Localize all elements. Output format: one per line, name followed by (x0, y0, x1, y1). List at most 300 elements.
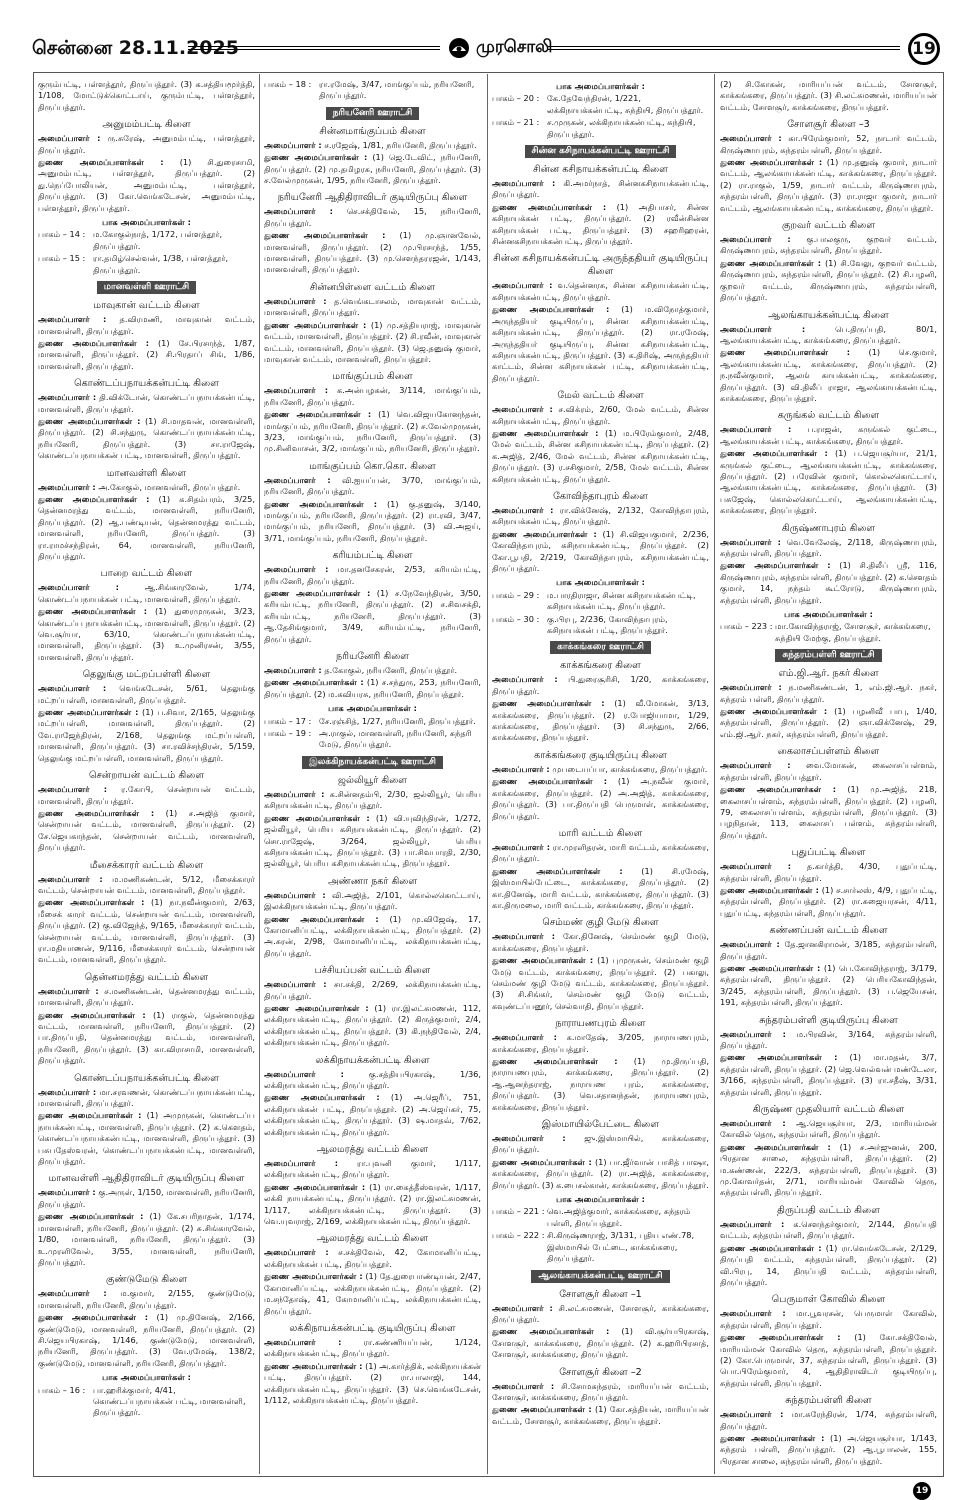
member-details: (1) மு.அஜித், 218, கைலாசப்பள்ளம், சுந்தரம்பள்ளி, திருப்பத்தூர். (2) பழனி, 79, கைலாசப்பள்ளம், சுந்தரம்பள்ளி, திருப்பத்தூர். (3) பழநிதான், 113, கைலாசப் பள்ளம், சுந்தரம்பள்ளி, திருப்பத்தூர். (720, 784, 937, 840)
member-entry (264, 890, 481, 913)
member-details: (1) செ.குமார், ஆலங்காயக்கன்பட்டி, காக்கங்கரை, திருப்பத்தூர். (2) ந.நவீன்குமார், ஆலங் காயக்கன்பட்டி, காக்கங்கரை, திருப்பத்தூர். (3) வி.திலீப் ராஜா, ஆலங்காயக்கன்பட்டி, காக்கங்கரை, திருப்பத்தூர். (720, 347, 937, 403)
member-details: (1) மு.சத்தியராஜ், மாவுகான் வட்டம், மானவள்ளி, திருப்பத்தூர். (2) சி.ரவீன், மாவுகான் வட்டம், மானவள்ளி, திருப்பத்தூர். (3) ஜெ.தனுஷ் குமார், மாவுகான் வட்டம், மானவள்ளி, திருப்பத்தூர். (264, 319, 481, 364)
column-divider (259, 74, 260, 1474)
branch-heading: கிருஷ்ண முதலியார் வட்டம் கிளை (752, 1104, 905, 1116)
paper-name: முரசொலி (476, 37, 553, 57)
role-label: அமைப்பாளர் : (264, 979, 327, 990)
role-label: அமைப்பாளர் : (264, 889, 326, 900)
member-entry (720, 347, 937, 404)
member-entry (38, 1010, 255, 1067)
role-label: துணை அமைப்பாளர்கள் : (492, 865, 623, 876)
member-entry (492, 1056, 709, 1113)
member-details: (1) மு.திருப்பதி, நாராயணபுரம், காக்கங்கரை, திருப்பத்தூர். (2) ஆ.ஆனந்தராஜ், நாராயண புரம், காக்கங்கரை, திருப்பத்தூர். (3) வெ.சதானந்தன், நாராயணபுரம், காக்கங்கரை, திருப்பத்தூர். (492, 1056, 709, 1112)
member-details: (1) ப.சிவா, 2/165, தெலுங்கு மட்றப்பள்ளி, மானவள்ளி, திருப்பத்தூர். (2) வே.ராஜேந்திரன், 2/168, தெலுங்கு மட்றப்பள்ளி, மானவள்ளி, திருப்பத்தூர். (3) சா.ரவிச்சந்திரன், 5/159, தெலுங்கு மட்றப்பள்ளி, மானவள்ளி, திருப்பத்தூர். (38, 707, 255, 763)
branch-heading: அனுமம்பட்டி கிளை (102, 119, 191, 131)
member-details: மா.தனசேகரன், 2/53, கரியம்பட்டி, நரியனேரி, திருப்பத்தூர். (264, 564, 481, 586)
booth-details: ம.பாரதிராஜா, சின்ன கசிநாயக்கன்பட்டி, கசிநாயக்கன்பட்டி, திருப்பத்தூர். (547, 589, 696, 612)
booth-details: அ.ராகுல், மானவள்ளி, நரியனேரி, சுந்தரி மேடு, திருப்பத்தூர். (319, 728, 472, 750)
role-label: அமைப்பாளர் : (38, 985, 99, 996)
role-label: அமைப்பாளர் : (264, 474, 331, 485)
member-entry (720, 258, 937, 304)
role-label: அமைப்பாளர் : (264, 139, 322, 150)
role-label: அமைப்பாளர் : (492, 763, 550, 774)
booth-label: பாகம் – 14 : (38, 229, 86, 240)
member-entry (720, 424, 937, 447)
member-entry (720, 1219, 937, 1242)
member-entry (38, 606, 255, 663)
role-label: துணை அமைப்பாளர்கள் : (720, 1052, 838, 1063)
branch-heading: கைலாசப்பள்ளம் கிளை (777, 746, 880, 758)
footer-page-number: 19 (913, 1482, 931, 1500)
role-label: துணை அமைப்பாளர்கள் : (38, 1312, 149, 1323)
role-label: துணை அமைப்பாளர்கள் : (720, 962, 821, 973)
role-label: அமைப்பாளர் : (38, 133, 101, 144)
column-4 (720, 78, 937, 1473)
panchayat-title: காக்கங்கரை ஊராட்சி (550, 641, 651, 654)
booth-organizers-heading: பாக அமைப்பாளர்கள் : (784, 609, 873, 620)
member-entry (492, 1326, 709, 1360)
member-details: (1) அ.கார்த்திக், லக்கிநாயக்கன் பட்டி, திருப்பத்தூர். (2) ரா.பாலாஜி, 144, லக்கிநாயக்கன்பட்டி, திருப்பத்தூர். (3) செ.வெங்கடேசன், 1/112, லக்கிநாயக்கன்பட்டி, திருப்பத்தூர். (264, 1360, 481, 1405)
member-entry (38, 1087, 255, 1110)
booth-entry (720, 621, 937, 644)
booth-entry (492, 93, 709, 116)
column-1 (38, 78, 255, 1473)
member-entry (720, 1409, 937, 1432)
booth-label: பாகம் – 15 : (38, 253, 86, 264)
member-details: வை.மோகன், கைலாசப்பள்ளம், சுந்தரம்பள்ளி, திருப்பத்தூர். (720, 760, 937, 782)
member-details: (1) புமுருகன், செம்மண் குழி மேடு வட்டம், காக்கங்கரை, திருப்பத்தூர். (2) பகாலு, செம்மண் குழி மேடு வட்டம், காக்கங்கரை, திருப்பத்தூர். (3) சி.சிங்கர், செம்மண் குழி மேடு வட்டம், கவுண்டப்பனூர், செல்வாதி, திருப்பத்தூர். (492, 955, 709, 1011)
column-divider (487, 74, 488, 1474)
booth-label: பாகம் – 222 : (492, 1230, 545, 1241)
member-entry (264, 1092, 481, 1138)
role-label: துணை அமைப்பாளர்கள் : (38, 415, 141, 426)
role-label: துணை அமைப்பாளர்கள் : (720, 448, 828, 459)
branch-heading: கொண்டப்பநாயக்கன்பட்டி கிளை (74, 378, 219, 390)
member-details: ச.சக்திவேல், 42, கோமானிப்பட்டி, லக்கிநாயக்கன் பட்டி, திருப்பத்தூர். (264, 1247, 481, 1269)
member-details: ரா.புவனி குமார், 1/117, லக்கிநாயக்கன்பட்டி, திருப்பத்தூர். (264, 1158, 481, 1180)
role-label: துணை அமைப்பாளர்கள் : (720, 157, 823, 168)
member-entry (38, 986, 255, 1009)
role-label: துணை அமைப்பாளர்கள் : (492, 955, 594, 966)
member-details: (1) மு.ஞானவேல், மானவள்ளி, திருப்பத்தூர். (2) மு.பிரசாந்த், 1/55, மானவள்ளி, திருப்பத்தூர். (3) மு.சௌந்தரரஜன், 1/143, மானவள்ளி, திருப்பத்தூர். (264, 230, 481, 275)
member-details: (1) ஜெ.டேவிட், நரியனேரி, திருப்பத்தூர். (2) மு.தமிழரசு, நரியனேரி, திருப்பத்தூர். (3) ச.வேல்முருகன், 1/95, நரியனேரி, திருப்பத்தூர். (264, 152, 481, 186)
booth-organizers-heading: பாக அமைப்பாளர்கள் : (556, 1194, 645, 1205)
branch-heading: கொண்டப்பநாயக்கன்பட்டி கிளை (74, 1072, 219, 1084)
role-label: துணை அமைப்பாளர்கள் : (264, 588, 371, 598)
role-label: அமைப்பாளர் : (492, 1380, 555, 1391)
branch-heading: தெலுங்கு மட்றப்பள்ளி கிளை (82, 669, 211, 681)
panchayat-band (264, 756, 481, 769)
member-entry (38, 1288, 255, 1311)
member-details: கு.பாலகுரு, குறவர் வட்டம், கிருஷ்ணாபுரம், சுந்தரம்பள்ளி, திருப்பத்தூர். (720, 234, 937, 256)
member-entry (38, 1110, 255, 1167)
booth-label: பாகம் – 20 : (492, 93, 540, 104)
branch-heading: சுந்தரம்பள்ளி கிளை (785, 1395, 872, 1407)
panchayat-band (264, 107, 481, 120)
panchayat-title: ஆலங்காயக்கன்பட்டி ஊராட்சி (531, 1270, 669, 1283)
member-entry (264, 813, 481, 870)
booth-label: பாகம் – 29 : (492, 589, 540, 600)
role-label: துணை அமைப்பாளர்கள் : (264, 677, 364, 688)
member-details: ஜு.இஸ்மாயில், காக்கங்கரை, திருப்பத்தூர். (492, 1133, 709, 1155)
role-label: அமைப்பாளர் : (492, 931, 556, 942)
member-details: மா.சுரேந்திரன், 1/74, சுந்தரம்பள்ளி, திருப்பத்தூர். (720, 1409, 937, 1431)
member-details: வ.தென்னரசு, சின்ன கசிநாயக்கன்பட்டி, கசிநாயக்கன்பட்டி, திருப்பத்தூர். (492, 280, 709, 302)
member-details: (1) பெ.கோவிந்தராஜ், 3/179, சுந்தரம்பள்ளி, திருப்பத்தூர். (2) பெரியகோவிந்தன், 3/245, சுந்தரம்பள்ளி, திருப்பத்தூர். (3) ப.ஜெயேசன், 191, சுந்தரம்பள்ளி, திருப்பத்தூர். (720, 962, 937, 1008)
member-entry (720, 1118, 937, 1141)
branch-heading: கரியம்பட்டி கிளை (332, 550, 413, 562)
column-2 (264, 78, 481, 1473)
branch-heading: நாராயணபுரம் கிளை (555, 1018, 646, 1030)
branch-heading: காக்கங்கரை கிளை (560, 660, 641, 672)
booth-label: பாகம் – 223 : (720, 621, 773, 632)
member-details: தி.விக்டோன், கொண்டப்பநாயக்கன்பட்டி, மானவள்ளி, திருப்பத்தூர். (38, 392, 255, 414)
member-details: மா.பூவரசன், பெருமாள் கோவில், சுந்தரம்பள்ளி, திருப்பத்தூர். (720, 1308, 937, 1330)
member-entry (264, 677, 481, 700)
member-entry (492, 1032, 709, 1055)
booth-entry (492, 1206, 709, 1229)
member-details: (1) ச.சந்துரு, 253, நரியனேரி, திருப்பத்தூர். (2) ம.கவியரசு, நரியனேரி, திருப்பத்தூர். (264, 677, 481, 699)
member-details: (1) ரா.கைத்தீஸ்வரன், 1/117, லக்கி நாயக்கன்பட்டி, திருப்பத்தூர். (2) ரா.இலட்சுமணன், 1/117, லக்கிநாயக்கன்பட்டி, திருப்பத்தூர். (3) வெ.யுவராஜ், 2/169, லக்கிநாயக்கன்பட்டி, திருப்பத்தூர். (264, 1181, 481, 1227)
role-label: துணை அமைப்பாளர்கள் : (492, 776, 608, 787)
role-label: துணை அமைப்பாளர்கள் : (38, 897, 145, 908)
member-entry (720, 448, 937, 516)
member-details: (1) சி.விஜயகுமார், 2/236, கோவிந்தாபுரம், கசிநாயக்கன்பட்டி, திருப்பத்தூர். (2) கோ.பூபதி, 2/219, கோவிந்தாபுரம், கசிநாயக்கன்பட்டி, திருப்பத்தூர். (492, 528, 709, 573)
member-details: (1) சி.ரமேஷ், இஸ்மாயில்பேட்டை, காக்கங்கரை, திருப்பத்தூர். (2) கா.தினேஷ், மாரி வட்டம், காக்கங்கரை, திருப்பத்தூர். (3) கா.திருமலை, மாரி வட்டம், காக்கங்கரை, திருப்பத்தூர். (492, 865, 709, 910)
member-details: (1) கோ.சத்தியன், மாரியப்பன் வட்டம், சோளசூர், காக்கங்கரை, திருப்பத்தூர். (492, 1404, 709, 1426)
member-entry (264, 1337, 481, 1360)
role-label: அமைப்பாளர் : (720, 1118, 786, 1129)
role-label: துணை அமைப்பாளர்கள் : (264, 152, 368, 163)
member-details: (1) சி.துரைசாமி, அனுமம்பட்டி, பள்ளத்தூர், திருப்பத்தூர். (2) து.நெப்போலியன், அனுமம்பட்டி, பள்ளத்தூர், திருப்பத்தூர். (3) கோ.வெங்கடேசன், அனுமம்பட்டி, பள்ளத்தூர், திருப்பத்தூர். (38, 157, 255, 213)
member-details: கா.பிரேம்குமார், 52, நாடார் வட்டம், கிருஷ்ணாபுரம், சுந்தரம்பள்ளி, திருப்பத்தூர். (720, 133, 937, 155)
member-details: தே.ஜானகிராமன், 3/185, சுந்தரம்பள்ளி, திருப்பத்தூர். (720, 939, 937, 961)
column-divider (714, 74, 715, 1474)
member-details: (1) கு.தனுஷ், 3/140, மாங்குப்பம், நரியனேரி, திருப்பத்தூர். (2) ரா.ரவி, 3/47, மாங்குப்பம், நரியனேரி, திருப்பத்தூர். (3) வி.அஜய், 3/71, மாங்குப்பம், நரியனேரி, திருப்பத்தூர். (264, 498, 481, 543)
branch-heading: புதுப்பட்டி கிளை (791, 847, 866, 859)
member-details: (1) ச.சார்லஸ், 4/9, புதுப்பட்டி, சுந்தரம்பள்ளி, திருப்பத்தூர். (2) ரா.சுஜையரசன், 4/11, புதுப்பட்டி, சுந்தரம்பள்ளி, திருப்பத்தூர். (720, 884, 937, 918)
member-entry (492, 1303, 709, 1326)
role-label: துணை அமைப்பாளர்கள் : (492, 1326, 610, 1337)
member-details: கு.சத்தியபிரகாஷ், 1/36, லக்கிநாயக்கன்பட்டி, திருப்பத்தூர். (264, 1068, 481, 1090)
role-label: அமைப்பாளர் : (264, 295, 327, 306)
role-label: அமைப்பாளர் : (38, 481, 96, 492)
member-details: ச.விக்ரம், 2/60, மேல் வட்டம், சின்ன கசிநாயக்கன்பட்டி, திருப்பத்தூர். (492, 404, 709, 426)
member-details: த.கோகுல், நரியனேரி, திருப்பத்தூர். (324, 665, 458, 676)
role-label: அமைப்பாளர் : (720, 536, 781, 547)
member-entry (492, 428, 709, 485)
role-label: அமைப்பாளர் : (492, 504, 554, 515)
masthead (0, 0, 972, 64)
branch-heading: மானவள்ளி கிளை (106, 467, 187, 479)
member-entry (38, 482, 255, 493)
role-label: துணை அமைப்பாளர்கள் : (264, 1271, 363, 1282)
booth-details: ரா.ரமேஷ், 3/47, மாங்குப்பம், நரியனேரி, திருப்பத்தூர். (319, 79, 475, 101)
member-details: (1) சே.பிரசாந்த், 1/87, மானவள்ளி, திருப்பத்தூர். (2) சி.பிரதாப் சிங், 1/86, மானவள்ளி, திருப்பத்தூர். (38, 337, 255, 371)
panchayat-band (492, 1270, 709, 1283)
role-label: அமைப்பாளர் : (720, 939, 780, 950)
branch-heading: கோவிந்தாபுரம் கிளை (553, 490, 648, 502)
role-label: அமைப்பாளர் : (38, 582, 119, 593)
member-details: (1) ராகுல், தென்னமரத்து வட்டம், மானவள்ளி, நரியனேரி, திருப்பத்தூர். (2) பா.திருப்பதி, தென்னமரத்து வட்டம், மானவள்ளி, நரியனேரி, திருப்பத்தூர். (3) கா.விராசாமி, மானவள்ளி, திருப்பத்தூர். (38, 1009, 255, 1066)
member-details: (1) ச.அஜித் குமார், சென்றாயன் வட்டம், மானவள்ளி, திருப்பத்தூர். (2) சே.ஜெயகாந்தன், சென்றாயன் வட்டம், மானவள்ளி, திருப்பத்தூர். (38, 807, 255, 853)
role-label: அமைப்பாளர் : (720, 682, 782, 693)
member-entry (720, 157, 937, 214)
role-label: துணை அமைப்பாளர்கள் : (492, 304, 610, 315)
continued-text: குரும்பட்டி, பள்ளத்தூர், திருப்பத்தூர். (3) க.சத்தியமூர்த்தி, 1/108, மோட்டுக்கொட்டாய், குரும்பட்டி, பள்ளத்தூர், திருப்பத்தூர். (38, 79, 255, 112)
member-details: சி.சோமசுந்தரம், மாரியப்பன் வட்டம், சோளசூர், காக்கங்கரை, திருப்பத்தூர். (492, 1380, 709, 1402)
member-entry (38, 808, 255, 854)
member-details: மா.சரவணன், கொண்டப்பநாயக்கன்பட்டி, மானவள்ளி, திருப்பத்தூர். (38, 1086, 255, 1109)
panchayat-title: சின்ன கசிநாயக்கன்பட்டி ஊராட்சி (525, 145, 677, 158)
member-entry (38, 338, 255, 372)
member-details: முபடையப்பா, காக்கங்கரை, திருப்பத்தூர். (552, 763, 708, 774)
role-label: அமைப்பாளர் : (720, 1028, 786, 1039)
role-label: துணை அமைப்பாளர்கள் : (492, 201, 607, 212)
member-details: க.அன்பழகன், 3/114, மாங்குப்பம், நரியனேரி, திருப்பத்தூர். (264, 385, 481, 407)
role-label: துணை அமைப்பாளர்கள் : (720, 884, 819, 895)
booth-entry (492, 590, 709, 613)
member-entry (38, 1187, 255, 1210)
role-label: அமைப்பாளர் : (720, 424, 792, 435)
booth-details: ம.கோகுல்நாத், 1/172, பள்ளத்தூர், திருப்பத்தூர். (93, 229, 223, 251)
panchayat-band (492, 641, 709, 654)
role-label: துணை அமைப்பாளர்கள் : (264, 319, 367, 330)
role-label: துணை அமைப்பாளர்கள் : (264, 913, 379, 924)
member-details: (1) அ.ஜெயசூர்யா, 1/143, சுந்தரம் பள்ளி, திருப்பத்தூர். (2) ஆ.பூபாலன், 155, பிரதான சாலை, சுந்தரம்பள்ளி, திருப்பத்தூர். (720, 1432, 937, 1466)
branch-heading: சின்னமாங்குப்பம் கிளை (319, 125, 426, 137)
member-entry (38, 392, 255, 415)
member-entry (264, 320, 481, 366)
member-entry (492, 698, 709, 744)
booth-organizers-heading: பாக அமைப்பாளர்கள் : (556, 81, 645, 91)
member-details: பி.துரைசூரிசி, 1/20, காக்கங்கரை, திருப்பத்தூர். (492, 674, 709, 696)
role-label: துணை அமைப்பாளர்கள் : (264, 1002, 369, 1013)
branch-heading: சோளசூர் கிளை –1 (559, 1288, 642, 1300)
branch-heading: பாறை வட்டம் கிளை (100, 568, 193, 580)
role-label: துணை அமைப்பாளர்கள் : (38, 337, 150, 348)
member-details: (1) அமுருகன், கொண்டப்ப நாயக்கன்பட்டி, மானவள்ளி, திருப்பத்தூர். (2) க.கௌதம், கொண்டப்பநாயக்கன்பட்டி, மானவள்ளி, திருப்பத்தூர். (3) பசுபதேஸ்வரன், கொண்டப்பநாயக்கன்பட்டி, மானவள்ளி, திருப்பத்தூர். (38, 1110, 255, 1167)
role-label: துணை அமைப்பாளர்கள் : (38, 707, 139, 718)
branch-heading: காக்கங்கரை குடியிருப்பு கிளை (534, 749, 667, 761)
booth-organizers-heading: பாக அமைப்பாளர்கள் : (102, 217, 191, 228)
role-label: துணை அமைப்பாளர்கள் : (720, 560, 831, 571)
panchayat-band (492, 145, 709, 158)
booth-label: பாகம் – 16 : (38, 1384, 86, 1395)
branch-heading: சின்னபிள்ளை வட்டம் கிளை (309, 281, 436, 293)
role-label: அமைப்பாளர் : (720, 323, 806, 334)
booth-details: மா.கோவிந்தராஜ், சோளசூர், காக்கங்கரை, சுந்தியி மேற்கு, திருப்பத்தூர். (775, 621, 931, 643)
member-details: ரா.முரளிதரன், மாரி வட்டம், காக்கங்கரை, திருப்பத்தூர். (492, 841, 709, 864)
role-label: அமைப்பாளர் : (38, 784, 108, 795)
member-entry (720, 537, 937, 560)
member-entry (264, 1069, 481, 1092)
panchayat-band (720, 649, 937, 662)
member-entry (264, 665, 481, 676)
member-details: (1) ம.பிரேம்குமார், 2/48, மேல் வட்டம், சின்ன கசிநாயக்கன்பட்டி, திருப்பத்தூர். (2) க.அஜித், 2/46, மேல் வட்டம், சின்ன கசிநாயக்கன்பட்டி, திருப்பத்தூர். (3) ர.சசிகுமார், 2/58, மேல் வட்டம், சின்ன கசிநாயக்கன்பட்டி, திருப்பத்தூர். (492, 427, 709, 484)
booth-organizers-heading: பாக அமைப்பாளர்கள் : (328, 703, 417, 714)
member-entry (492, 280, 709, 303)
role-label: துணை அமைப்பாளர்கள் : (264, 812, 370, 823)
member-details: ர.கோபி, சென்றாயன் வட்டம், மானவள்ளி, திருப்பத்தூர். (38, 784, 255, 806)
role-label: துணை அமைப்பாளர்கள் : (38, 606, 148, 617)
member-details: (1) சி.மாதவன், மானவள்ளி, திருப்பத்தூர். (2) சி.சந்துரு, கொண்டப்பநாயக்கன்பட்டி, நரியனேரி, திருப்பத்தூர். (3) சா.ராஜேஷ், கொண்டப்பநாயக்கன் பட்டி, மானவள்ளி, திருப்பத்தூர். (38, 415, 255, 461)
role-label: அமைப்பாளர் : (38, 1288, 107, 1299)
role-label: அமைப்பாளர் : (492, 404, 553, 415)
booth-entry (492, 614, 709, 637)
branch-heading: மாங்குப்பம் கிளை (332, 371, 413, 383)
member-details: (1) அதிபாசர், சின்ன கசிநாயக்கன் பட்டி, திருப்பத்தூர். (2) ரவீன்சின்ன கசிநாயக்கன் பட்டி, திருப்பத்தூர். (3) சஹரிஹரன், சின்னகசிநாயக்கன்பட்டி, திருப்பத்தூர். (492, 201, 709, 247)
branch-heading: ஆலங்காயக்கன்பட்டி கிளை (768, 309, 889, 321)
branch-heading: மாரி வட்டம் கிளை (558, 827, 643, 839)
member-entry (492, 866, 709, 912)
member-entry (492, 202, 709, 248)
member-entry (264, 1361, 481, 1407)
masthead-rule-right (548, 46, 900, 50)
role-label: அமைப்பாளர் : (720, 133, 782, 144)
member-details: வி.அஜித், 2/101, கொல்லகொட்டாய், இலக்கிநாயக்கன்பட்டி, திருப்பத்தூர். (264, 889, 481, 912)
member-entry (38, 416, 255, 462)
role-label: துணை அமைப்பாளர்கள் : (720, 784, 836, 795)
role-label: அமைப்பாளர் : (720, 1409, 784, 1420)
member-entry (264, 296, 481, 319)
member-details: (1) வீ.மோகன், 3/13, காக்கங்கரை, திருப்பத்தூர். (2) ர.போஜியாமா, 1/29, காக்கங்கரை, திருப்பத்தூர். (3) சி.சந்துரு, 2/66, காக்கங்கரை, திருப்பத்தூர். (492, 698, 709, 743)
role-label: துணை அமைப்பாளர்கள் : (264, 498, 378, 509)
branch-heading: மாவுகான் வட்டம் கிளை (93, 300, 200, 312)
member-entry (264, 1271, 481, 1317)
member-details: (1) மு.தினேஷ், 2/166, குண்டுமேடு, மானவள்ளி, நரியனேரி, திருப்பத்தூர். (2) சி.ஜெயபிரகாஷ், 1/146, குண்டுமேடு, மானவள்ளி, நரியனேரி, திருப்பத்தூர். (3) வே.ரமேஷ், 138/2, குண்டுமேடு, மானவள்ளி, நரியனேரி, திருப்பத்தூர். (38, 1312, 255, 1368)
member-details: (1) மு.தனுஷ் குமார், நாடார் வட்டம், ஆலங்காயக்கன்பட்டி, காக்கங்கரை, திருப்பத்தூர். (2) ரா.ராகுல், 1/59, நாடார் வட்டம், கிருஷ்ணாபுரம், சுந்தரம்பள்ளி, திருப்பத்தூர். (3) ரா.ராஜா குமார், நாடார் வட்டம், ஆலங்காயக்கன்பட்டி, காக்கங்கரை, திருப்பத்தூர். (720, 157, 937, 213)
member-details: (1) அ.ஜெரீப், 751, லக்கிநாயக்கன் பட்டி, திருப்பத்தூர். (2) அ.ஜெய்கர், 75, லக்கிநாயக்கன்பட்டி, திருப்பத்தூர். (3) ஷ.மாதவ், 7/62, லக்கிநாயக்கன்பட்டி, திருப்பத்தூர். (264, 1092, 481, 1137)
member-details: ஆ.சிங்காரவேல், 1/74, கொண்டப்பநாயக்கன் பட்டி, மானவள்ளி, திருப்பத்தூர். (38, 582, 255, 604)
member-entry (492, 178, 709, 201)
member-entry (720, 885, 937, 919)
member-details: ம.குமார், 2/155, குண்டுமேடு, மானவள்ளி, நரியனேரி, திருப்பத்தூர். (38, 1288, 255, 1310)
role-label: அமைப்பாளர் : (264, 206, 333, 217)
branch-heading: ஆலமரத்து வட்டம் கிளை (316, 1144, 429, 1156)
page-number-badge: 19 (908, 33, 940, 65)
column-3 (492, 78, 709, 1473)
branch-heading: திருப்பதி வட்டம் கிளை (777, 1204, 880, 1216)
panchayat-title: சுந்தரம்பள்ளி ஊராட்சி (775, 649, 881, 662)
member-entry (264, 1003, 481, 1049)
booth-details: பா.ஹரிக்குமார், 4/41, கொண்டப்பநாயக்கன் பட்டி, மானவள்ளி, திருப்பத்தூர். (93, 1384, 246, 1418)
role-label: அமைப்பாளர் : (38, 314, 107, 325)
member-details: (1) க.சிதம்பரம், 3/25, தென்னமரத்து வட்டம், மானவள்ளி, நரியனேரி, திருப்பத்தூர். (2) ஆ.பண்டியன், தென்னமரத்து வட்டம், மானவள்ளி, நரியனேரி, திருப்பத்தூர். (3) ரா.ராமச்சந்திரன், 64, மானவள்ளி, நரியனேரி, திருப்பத்தூர். (38, 493, 255, 561)
member-entry (264, 588, 481, 645)
member-entry (264, 1182, 481, 1228)
member-entry (492, 776, 709, 822)
member-entry (38, 157, 255, 214)
booth-entry (264, 716, 481, 727)
member-details: (1) கோ.சக்திவேல், மாரியம்மன் கோவில் தெரு, சுந்தரம்பள்ளி, திருப்பத்தூர். (2) கோ.பெருமாள், 37, சுந்தரம்பள்ளி, திருப்பத்தூர். (3) பொ.பிரேம்குமார், 4, ஆதிதிராவிடர் குடியிருப்பு, சுந்தரம்பள்ளி, திருப்பத்தூர். (720, 1332, 937, 1388)
role-label: துணை அமைப்பாளர்கள் : (38, 157, 164, 168)
member-entry (492, 764, 709, 775)
member-details: கோ.தினேஷ், செம்மண் குழி மேடு, காக்கங்கரை, திருப்பத்தூர். (492, 931, 709, 953)
member-entry (38, 133, 255, 156)
branch-heading: குண்டுமேடு கிளை (106, 1274, 187, 1286)
branch-heading: மானவள்ளி ஆதிதிராவிடர் குடியிருப்பு கிளை (48, 1173, 245, 1185)
member-entry (38, 874, 255, 897)
branch-heading: சென்றாயன் வட்டம் கிளை (88, 770, 205, 782)
member-entry (492, 1381, 709, 1404)
member-entry (720, 706, 937, 740)
role-label: துணை அமைப்பாளர்கள் : (492, 1404, 592, 1415)
member-entry (720, 1243, 937, 1289)
member-entry (492, 529, 709, 575)
role-label: அமைப்பாளர் : (38, 1086, 97, 1097)
booth-details: கு.பிரபு, 2/236, கோவிந்தாபுரம், கசிநாயக்கன் பட்டி, திருப்பத்தூர். (547, 613, 668, 636)
member-entry (492, 1404, 709, 1427)
member-entry (492, 955, 709, 1012)
branch-heading: லக்கிநாயக்கன்பட்டி குடியிருப்பு கிளை (289, 1322, 456, 1334)
member-entry (492, 674, 709, 697)
member-entry (492, 931, 709, 954)
booth-label: பாகம் – 19 : (264, 728, 312, 739)
booth-label: பாகம் – 17 : (264, 715, 312, 726)
booth-label: பாகம் – 18 : (264, 79, 312, 89)
branch-heading: மேல் வட்டம் கிளை (557, 390, 644, 402)
member-details: (1) சி.வேலு, குறவர் வட்டம், கிருஷ்ணாபுரம், சுந்தரம்பள்ளி, திருப்பத்தூர். (2) சி.பழனி, குறவர் வட்டம், கிருஷ்ணாபுரம், சுந்தரம்பள்ளி, திருப்பத்தூர். (720, 257, 937, 303)
member-details: (1) நா.நவீன்குமார், 2/63, மீசைக் காரர் வட்டம், சென்றாயன் வட்டம், மானவள்ளி, திருப்பத்தூர். (2) கு.விஜேந்த், 9/165, மீசைக்காரர் வட்டம், சென்றாயன் வட்டம், மானவள்ளி, திருப்பத்தூர். (3) ரா.மதியாணன், 9/116, மீசைக்காரர் வட்டம், சென்றாயன் வட்டம், மானவள்ளி, திருப்பத்தூர். (38, 897, 255, 965)
member-entry (264, 499, 481, 545)
member-details: (1) ரா.இலட்சுமணன், 112, லக்கிநாயக்கன்பட்டி, திருப்பத்தூர். (2) கிருத்குமார், 2/4, லக்கிநாயக்கன்பட்டி, திருப்பத்தூர். (3) கி.நந்திவேல், 2/4, லக்கிநாயக்கன்பட்டி, திருப்பத்தூர். (264, 1002, 481, 1048)
member-entry (492, 1157, 709, 1191)
booth-entry (264, 728, 481, 751)
member-details: (1) பழனிவீ பாபு, 1/40, சுந்தரம்பள்ளி, திருப்பத்தூர். (2) ஞா.விக்னேஷ், 29, எம்.ஜி.ஆர். நகர், சுந்தரம்பள்ளி, திருப்பத்தூர். (720, 706, 937, 739)
booth-label: பாகம் – 21 : (492, 117, 540, 128)
sun-emblem-icon (448, 37, 470, 59)
panchayat-title: இலக்கிநாயக்கன்பட்டி ஊராட்சி (302, 756, 443, 769)
member-details: ச.ரஜேஷ், 1/81, நரியனேரி, திருப்பத்தூர். (324, 139, 477, 150)
branch-heading: சோளசூர் கிளை –3 (787, 119, 870, 131)
role-label: துணை அமைப்பாளர்கள் : (38, 807, 155, 818)
role-label: துணை அமைப்பாளர்கள் : (492, 1156, 592, 1167)
member-details: அ.கோகுல், மானவள்ளி, திருப்பத்தூர். (98, 481, 241, 492)
member-details: ரா.விக்னேஷ், 2/132, கோவிந்தாபுரம், கசிநாயக்கன்பட்டி, திருப்பத்தூர். (492, 504, 709, 527)
member-details: (1) மா.மதன், 3/7, சுந்தரம்பள்ளி, திருப்பத்தூர். (2) ஜெ.வெல்வன் மண்டேலா, 3/166, சுந்தரம்பள்ளி, திருப்பத்தூர். (3) ரா.சதீஷ், 3/31, சுந்தரம்பள்ளி, திருப்பத்தூர். (720, 1052, 937, 1097)
member-details: த.கார்த்தி, 4/30, புதுப்பட்டி, சுந்தரம்பள்ளி, திருப்பத்தூர். (720, 861, 937, 883)
booth-details: சி.கிருஷ்ணராஜ், 3/131, புதிய எண்.78, இஸ்மாயில் பேட்டை, காக்கங்கரை, திருப்பத்தூர். (547, 1230, 695, 1264)
member-entry (720, 560, 937, 606)
member-entry (264, 564, 481, 587)
role-label: துணை அமைப்பாளர்கள் : (38, 1211, 144, 1222)
member-details: ப.ராஜன், கருங்கல் குட்டை, ஆலங்காயக்கன் பட்டி, காக்கங்கரை, திருப்பத்தூர். (720, 424, 937, 446)
branch-heading: கண்ணப்பன் வட்டம் கிளை (769, 925, 888, 937)
branch-heading: சின்ன கசிநாயக்கன்பட்டி கிளை (533, 164, 668, 176)
member-entry (720, 234, 937, 257)
member-entry (720, 1142, 937, 1199)
member-details: ரு.சுரேஷ், அனுமம்பட்டி, பள்ளத்தூர், திருப்பத்தூர். (38, 133, 255, 155)
booth-entry (492, 117, 709, 140)
branch-heading: தென்னமரத்து வட்டம் கிளை (84, 971, 209, 983)
member-details: (1) பா.ஜீர்வான் பாசித் பாஷா, காக்கங்கரை, திருப்பத்தூர். (2) ரா.அஜித், காக்கங்கரை, திருப்பத்தூர். (3) க.பைசல்கான், காக்கங்கரை, திருப்பத்தூர். (492, 1156, 709, 1190)
member-entry (38, 707, 255, 764)
member-entry (38, 784, 255, 807)
role-label: துணை அமைப்பாளர்கள் : (492, 1056, 618, 1066)
member-entry (264, 475, 481, 498)
member-details: பெ.திருப்பதி, 80/1, ஆலங்காயக்கன்பட்டி, காக்கங்கரை, திருப்பத்தூர். (720, 323, 937, 345)
member-entry (492, 505, 709, 528)
member-entry (38, 897, 255, 965)
member-details: (1) அ.நவீன் குமார், காக்கங்கரை, திருப்பத்தூர். (2) அ.அஜித், காக்கங்கரை, திருப்பத்தூர். (3) பா.திருப்பதி பெருமாள், காக்கங்கரை, திருப்பத்தூர். (492, 776, 709, 821)
booth-entry (492, 1230, 709, 1264)
member-entry (720, 784, 937, 841)
member-entry (264, 979, 481, 1002)
booth-label: பாகம் – 30 : (492, 613, 540, 624)
member-details: க.சின்னதம்பி, 2/30, ஜல்லியூர், பெரிய கசிநாயக்கன்பட்டி, திருப்பத்தூர். (264, 788, 481, 811)
member-details: த.வெங்கடாசலம், மாவுகான் வட்டம், மானவள்ளி, திருப்பத்தூர். (264, 295, 481, 318)
